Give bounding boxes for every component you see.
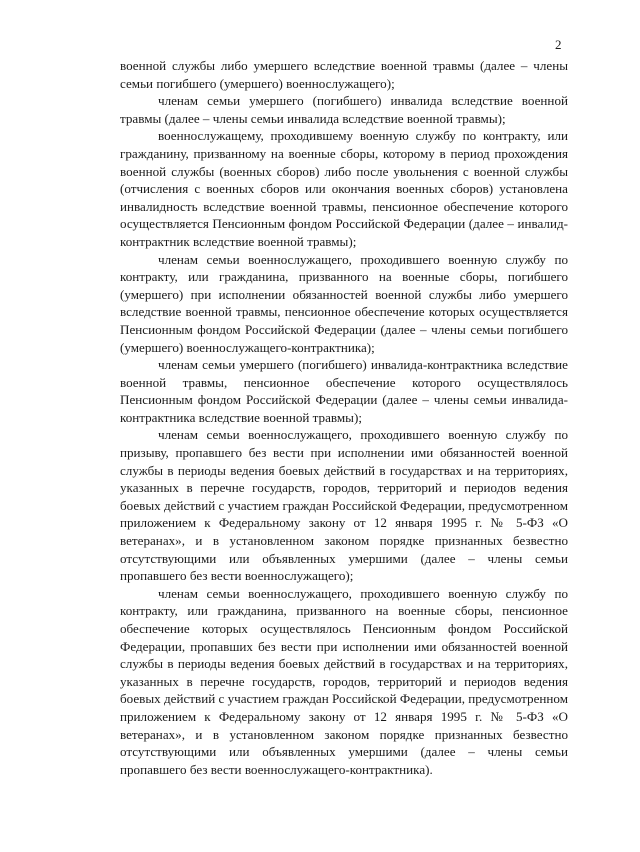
document-body bbox=[120, 57, 568, 778]
paragraph-7: членам семьи военнослужащего, проходившего военную службу по контракту, или гражданина, призванного на военные сборы, пенсионное обеспечение которых осуществлялось Пенсионным фондом Российской Федерации, пропавших без вести при исполнении ими обязанностей военной службы в периоды ведения боевых действий в государствах и на территориях, указанных в перечне государств, городов, территорий и периодов ведения боевых действий с участием граждан Российской Федерации, предусмотренном приложением к Федеральному закону от 12 января 1995 г. № 5-ФЗ «О ветеранах», и в установленном законом порядке признанных безвестно отсутствующими или объявленных умершими (далее – члены семьи пропавшего без вести военнослужащего-контрактника). bbox=[120, 585, 568, 777]
paragraph-1: военной службы либо умершего вследствие военной травмы (далее – члены семьи погибшего (умершего) военнослужащего); bbox=[120, 58, 568, 91]
paragraph-6: членам семьи военнослужащего, проходившего военную службу по призыву, пропавшего без вести при исполнении ими обязанностей военной службы в периоды ведения боевых действий в государствах и на территориях, указанных в перечне государств, городов, территорий и периодов ведения боевых действий с участием граждан Российской Федерации, предусмотренном приложением к Федеральному закону от 12 января 1995 г. № 5-ФЗ «О ветеранах», и в установленном законом порядке признанных безвестно отсутствующими или объявленных умершими (далее – члены семьи пропавшего без вести военнослужащего); bbox=[120, 427, 568, 584]
paragraph-4: членам семьи военнослужащего, проходившего военную службу по контракту, или гражданина, призванного на военные сборы, погибшего (умершего) при исполнении обязанностей военной службы либо умершего вследствие военной травмы, пенсионное обеспечение которых осуществляется Пенсионным фондом Российской Федерации (далее – члены семьи погибшего (умершего) военнослужащего-контрактника); bbox=[120, 251, 568, 355]
paragraph-2: членам семьи умершего (погибшего) инвалида вследствие военной травмы (далее – члены семьи инвалида вследствие военной травмы); bbox=[120, 93, 568, 126]
paragraph-5: членам семьи умершего (погибшего) инвалида-контрактника вследствие военной травмы, пенсионное обеспечение которого осуществлялось Пенсионным фондом Российской Федерации (далее – члены семьи инвалида-контрактника вследствие военной травмы); bbox=[120, 357, 568, 425]
paragraph-3: военнослужащему, проходившему военную службу по контракту, или гражданину, призванному на военные сборы, которому в период прохождения военной службы (военных сборов) либо после увольнения с военной службы (отчисления с военных сборов или окончания военных сборов) установлена инвалидность вследствие военной травмы, пенсионное обеспечение которого осуществляется Пенсионным фондом Российской Федерации (далее – инвалид-контрактник вследствие военной травмы); bbox=[120, 128, 568, 249]
page-number: 2 bbox=[555, 37, 562, 52]
